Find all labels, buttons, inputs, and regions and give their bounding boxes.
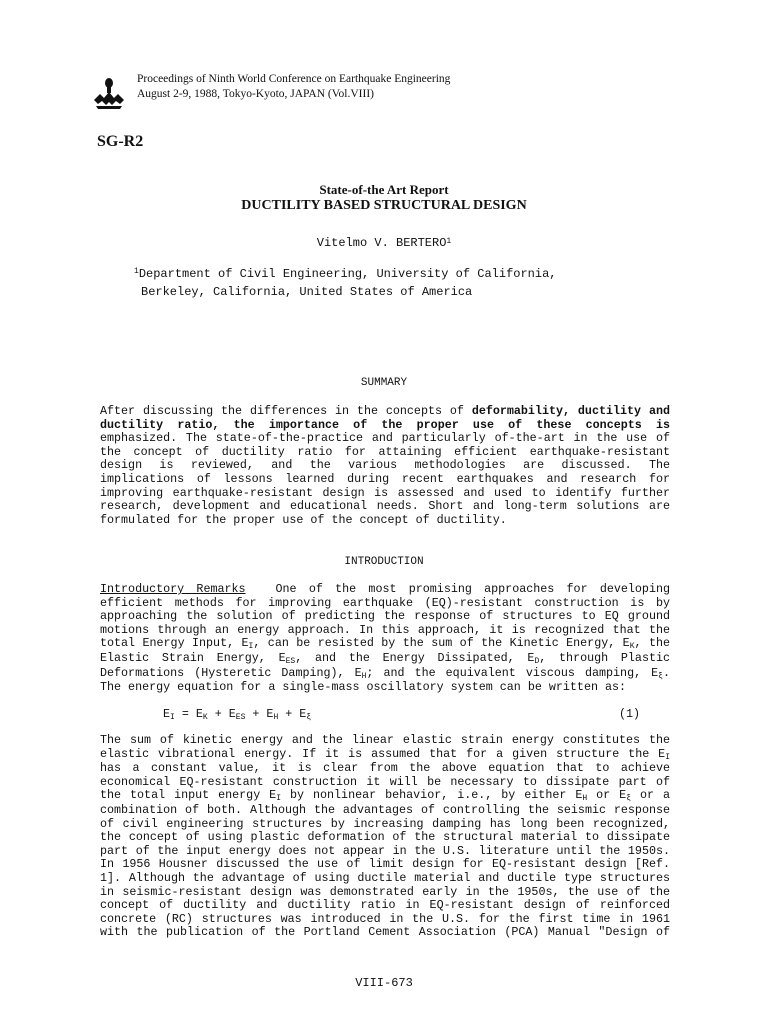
title-main: DUCTILITY BASED STRUCTURAL DESIGN [241, 198, 527, 213]
body-line: combination of both. Although the advantages of controlling the seismic response [100, 802, 670, 817]
body-line: with the publication of the Portland Cement Association (PCA) Manual "Design of [100, 925, 670, 940]
introduction-heading: INTRODUCTION [344, 556, 424, 568]
session-code: SG-R2 [97, 133, 144, 150]
author [0, 236, 768, 250]
body-line: has a constant value, it is clear from the above equation that to achieve [100, 761, 670, 776]
body-line: 1]. Although the advantage of using ductile material and ductile type structures [100, 870, 670, 885]
summary-line: research, development and educational needs. Short and long-term solutions are [100, 499, 670, 514]
body-line: the concept of using plastic deformation of the structural material to dissipate [100, 830, 670, 845]
conference-logo [92, 74, 126, 110]
summary-line: ductility ratio, the importance of the proper use of these concepts is [100, 417, 670, 432]
summary-line: the concept of ductility ratio for attaining efficient earthquake-resistant [100, 444, 670, 459]
equation-number: (1) [619, 707, 641, 721]
conference-name: Proceedings of Ninth World Conference on Earthquake Engineering [137, 73, 451, 85]
affiliation-mark: 1 [134, 267, 139, 276]
body-line: economical EQ-resistant construction it will be necessary to dissipate part of [100, 774, 670, 789]
intro-line: Deformations (Hysteretic Damping), $E_H$; and the equivalent viscous damping, $E_\xi$. [100, 665, 670, 681]
conference-dates: August 2-9, 1988, Tokyo-Kyoto, JAPAN (Vol.VIII) [137, 88, 374, 100]
author-footnote-mark: 1 [446, 237, 452, 246]
affiliation-line-1: Department of Civil Engineering, University of California, [138, 267, 557, 281]
summary-paragraph [100, 405, 670, 527]
body-paragraph [100, 734, 670, 940]
body-line: In 1956 Housner discussed the use of limit design for EQ-resistant design [Ref. [100, 857, 670, 872]
summary-line: implications of lessons learned during recent earthquakes and research for [100, 471, 670, 486]
affiliation [134, 266, 556, 300]
energy-equation: $E_I = E_K + E_{ES} + E_H + E_\xi$ [163, 707, 312, 722]
report-type: State-of-the Art Report [319, 182, 449, 197]
body-line: in seismic-resistant design was demonstrated early in the 1950s, the use of the [100, 884, 670, 899]
affiliation-line-2: Berkeley, California, United States of America [141, 285, 473, 299]
summary-line: emphasized. The state-of-the-practice and particularly of-the-art in the use of [100, 431, 670, 446]
summary-line: improving earthquake-resistant design is assessed and used to identify further [100, 485, 670, 500]
body-line: concept of ductility and ductility ratio in EQ-resistant design of reinforced [100, 898, 670, 913]
body-line: part of the input energy does not appear in the U.S. literature until the 1950s. [100, 843, 670, 858]
summary-line: formulated for the proper use of the concept of ductility. [100, 512, 507, 527]
body-line: the total input energy $E_I$ by nonlinear behavior, i.e., by either $E_H$ or $E_\xi$ or a [100, 788, 671, 804]
intro-line: total Energy Input, $E_I$, can be resisted by the sum of the Kinetic Energy, $E_K$, the [100, 636, 670, 652]
section-lead: Introductory Remarks [100, 582, 246, 596]
body-line: concrete (RC) structures was introduced in the U.S. for the first time in 1961 [100, 911, 670, 926]
body-line: of civil engineering structures by increasing damping has long been recognized, [100, 816, 670, 831]
intro-line: approaching the solution of predicting the response of structures to EQ ground [100, 609, 670, 624]
paper-title [0, 182, 768, 214]
intro-line: The energy equation for a single-mass oscillatory system can be written as: [100, 680, 627, 695]
summary-heading: SUMMARY [360, 377, 408, 389]
intro-line: efficient methods for improving earthquake (EQ)-resistant construction is by [100, 595, 670, 610]
intro-line: Introductory Remarks One of the most promising approaches for developing [100, 582, 670, 596]
body-line: elastic vibrational energy. If it is assumed that for a given structure the $E_I$ [100, 746, 670, 762]
summary-line: design is reviewed, and the various methodologies are discussed. The [100, 458, 670, 473]
page-number: VIII-673 [355, 976, 413, 990]
body-line: The sum of kinetic energy and the linear elastic strain energy constitutes the [100, 733, 670, 747]
conference-info [137, 72, 450, 102]
intro-line: motions through an energy approach. In this approach, it is recognized that the [100, 622, 670, 637]
intro-line: Elastic Strain Energy, $E_{ES}$, and the Energy Dissipated, $E_D$, through Plastic [100, 650, 671, 666]
summary-line: After discussing the differences in the concepts of deformability, ductility and [100, 404, 670, 418]
introduction-paragraph [100, 583, 670, 695]
author-name: Vitelmo V. BERTERO [316, 236, 447, 250]
